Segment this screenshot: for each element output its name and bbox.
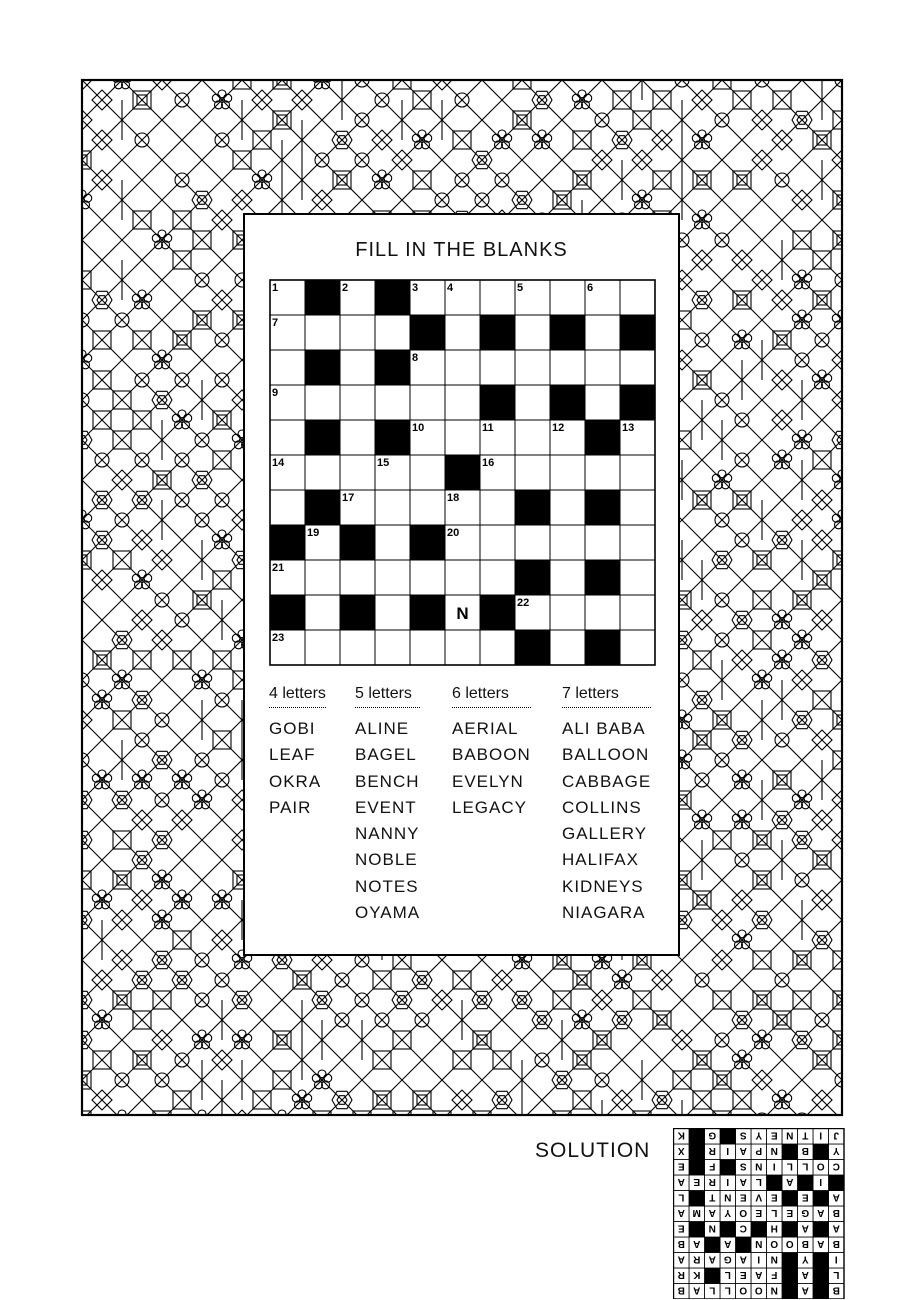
solution-letter: E	[770, 1129, 778, 1141]
grid-cell[interactable]	[620, 455, 655, 490]
solution-letter: N	[708, 1222, 716, 1234]
grid-cell-black	[340, 595, 375, 630]
solution-letter: A	[832, 1191, 840, 1203]
clue-number: 8	[412, 352, 419, 364]
solution-cell-black	[782, 1144, 798, 1160]
solution-letter: X	[677, 1145, 685, 1156]
solution-letter: O	[739, 1207, 748, 1218]
solution-letter: A	[755, 1269, 763, 1280]
solution-letter: L	[724, 1269, 731, 1280]
grid-cell[interactable]	[515, 350, 550, 385]
grid-cell[interactable]	[270, 490, 305, 525]
clue-number: 21	[272, 562, 285, 574]
word-list-7-letters	[562, 685, 651, 926]
grid-cell-black	[550, 315, 585, 350]
grid-cell[interactable]	[305, 455, 340, 490]
grid-cell[interactable]	[270, 420, 305, 455]
puzzle-panel	[243, 213, 680, 956]
solution-letter: S	[739, 1160, 747, 1172]
solution-letter: F	[771, 1269, 778, 1280]
solution-cell-black	[782, 1284, 798, 1300]
grid-cell-black	[340, 525, 375, 560]
grid-cell[interactable]	[515, 455, 550, 490]
solution-cell-black	[720, 1129, 736, 1145]
grid-cell[interactable]	[375, 560, 410, 595]
grid-cell[interactable]	[375, 315, 410, 350]
clue-number: 2	[342, 282, 349, 294]
grid-cell[interactable]	[270, 350, 305, 385]
grid-cell[interactable]	[445, 560, 480, 595]
clue-number: 1	[272, 282, 279, 294]
clue-number: 5	[517, 282, 524, 294]
solution-letter: T	[802, 1129, 809, 1141]
grid-cell-black	[480, 315, 515, 350]
clue-number: 10	[412, 422, 425, 434]
grid-cell[interactable]	[445, 630, 480, 665]
clue-number: 13	[622, 422, 635, 434]
grid-cell-black	[410, 525, 445, 560]
grid-cell[interactable]	[620, 595, 655, 630]
solution-letter: A	[724, 1238, 732, 1249]
clue-number: 18	[447, 492, 460, 504]
word-list-item: BAGEL	[355, 745, 417, 765]
clue-number: 6	[587, 282, 594, 294]
word-list-item: OKRA	[269, 771, 322, 791]
grid-cell[interactable]	[515, 525, 550, 560]
word-list-item: PAIR	[269, 797, 312, 817]
grid-cell-black	[480, 595, 515, 630]
solution-letter: E	[693, 1176, 701, 1187]
solution-cell-black	[767, 1175, 783, 1191]
solution-letter: H	[770, 1222, 778, 1234]
word-list-item: OYAMA	[355, 903, 421, 923]
grid-cell[interactable]	[550, 490, 585, 525]
solution-letter: F	[709, 1160, 716, 1172]
solution-letter: O	[816, 1160, 825, 1172]
grid-cell-black	[410, 595, 445, 630]
solution-letter: A	[677, 1207, 685, 1218]
solution-letter: E	[786, 1207, 794, 1218]
solution-letter: K	[677, 1129, 685, 1141]
grid-cell[interactable]	[550, 630, 585, 665]
grid-cell-black	[410, 315, 445, 350]
word-list-item: COLLINS	[562, 797, 642, 817]
grid-cell[interactable]	[480, 280, 515, 315]
solution-letter: K	[693, 1269, 701, 1280]
solution-letter: L	[724, 1284, 731, 1296]
solution-letter: Y	[832, 1145, 840, 1156]
word-list-heading: 6 letters	[452, 685, 531, 708]
solution-letter: R	[693, 1253, 701, 1265]
solution-cell-black	[705, 1237, 721, 1253]
solution-letter: B	[677, 1238, 685, 1249]
solution-letter: C	[739, 1222, 747, 1234]
grid-cell-black	[375, 350, 410, 385]
solution-letter: Y	[755, 1129, 763, 1141]
clue-number: 17	[342, 492, 355, 504]
solution-letter: E	[770, 1191, 778, 1203]
grid-cell[interactable]	[515, 385, 550, 420]
solution-letter: I	[757, 1253, 761, 1265]
solution-letter: J	[833, 1129, 840, 1141]
solution-cell-black	[813, 1191, 829, 1207]
grid-cell[interactable]	[585, 525, 620, 560]
grid-cell[interactable]	[305, 630, 340, 665]
solution-cell-black	[689, 1160, 705, 1176]
solution-letter: B	[832, 1207, 840, 1218]
puzzle-title: FILL IN THE BLANKS	[355, 239, 568, 261]
solution-letter: A	[739, 1176, 747, 1187]
grid-cell-black	[585, 490, 620, 525]
solution-letter: L	[771, 1207, 778, 1218]
solution-grid	[673, 1128, 845, 1299]
clue-number: 3	[412, 282, 419, 294]
solution-cell-black	[705, 1268, 721, 1284]
grid-cell[interactable]	[305, 595, 340, 630]
grid-cell[interactable]	[620, 280, 655, 315]
grid-cell-black	[620, 385, 655, 420]
clue-number: 19	[307, 527, 320, 539]
solution-letter: L	[833, 1269, 840, 1280]
grid-cell[interactable]	[340, 630, 375, 665]
solution-letter: A	[739, 1253, 747, 1265]
solution-letter: T	[709, 1191, 716, 1203]
word-list-item: NIAGARA	[562, 903, 646, 923]
grid-cell[interactable]	[585, 315, 620, 350]
word-list-5-letters	[355, 685, 420, 926]
grid-cell[interactable]	[620, 525, 655, 560]
word-list-item: BABOON	[452, 745, 531, 765]
solution-letter: B	[801, 1145, 809, 1156]
solution-cell-black	[689, 1191, 705, 1207]
grid-cell-black	[515, 490, 550, 525]
solution-letter: G	[723, 1253, 732, 1265]
word-list-item: LEGACY	[452, 797, 527, 817]
solution-cell-black	[813, 1268, 829, 1284]
solution-letter: A	[739, 1145, 747, 1156]
clue-number: 23	[272, 632, 285, 644]
solution-letter: E	[677, 1160, 685, 1172]
grid-cell-black	[585, 630, 620, 665]
solution-cell-black	[736, 1237, 752, 1253]
solution-letter: A	[677, 1176, 685, 1187]
solution-cell-black	[751, 1222, 767, 1238]
grid-cell[interactable]	[340, 385, 375, 420]
word-list-item: BALLOON	[562, 745, 650, 765]
solution-letter: N	[770, 1145, 778, 1156]
grid-cell[interactable]	[340, 455, 375, 490]
solution-letter: M	[692, 1207, 701, 1218]
grid-cell[interactable]	[480, 630, 515, 665]
word-list-item: LEAF	[269, 745, 316, 765]
word-list-item: CABBAGE	[562, 771, 652, 791]
grid-cell-black	[480, 385, 515, 420]
solution-cell-black	[782, 1222, 798, 1238]
solution-letter: A	[801, 1284, 809, 1296]
solution-letter: L	[802, 1160, 809, 1172]
solution-letter: Y	[724, 1207, 732, 1218]
solution-letter: E	[677, 1222, 685, 1234]
grid-cell-black	[270, 525, 305, 560]
solution-letter: A	[801, 1222, 809, 1234]
solution-cell-black	[798, 1175, 814, 1191]
solution-letter: A	[693, 1238, 701, 1249]
grid-cell[interactable]	[480, 525, 515, 560]
solution-cell-black	[689, 1222, 705, 1238]
word-list-item: GALLERY	[562, 824, 648, 844]
grid-cell[interactable]	[550, 595, 585, 630]
grid-cell[interactable]	[550, 280, 585, 315]
grid-cell[interactable]	[550, 350, 585, 385]
solution-letter: G	[708, 1129, 717, 1141]
grid-cell[interactable]	[375, 630, 410, 665]
solution-letter: L	[678, 1191, 685, 1203]
grid-cell-black	[305, 490, 340, 525]
grid-cell[interactable]	[550, 455, 585, 490]
solution-letter: E	[755, 1207, 763, 1218]
grid-cell[interactable]	[480, 350, 515, 385]
solution-cell-black	[829, 1175, 845, 1191]
grid-cell[interactable]	[550, 560, 585, 595]
solution-label: SOLUTION	[535, 1139, 651, 1162]
solution-letter: S	[739, 1129, 747, 1141]
grid-cell[interactable]	[410, 455, 445, 490]
grid-cell[interactable]	[340, 420, 375, 455]
solution-letter: O	[739, 1284, 748, 1296]
solution-letter: B	[832, 1284, 840, 1296]
grid-cell[interactable]	[305, 385, 340, 420]
solution-letter: N	[724, 1191, 732, 1203]
grid-cell[interactable]	[340, 560, 375, 595]
solution-letter: G	[801, 1207, 810, 1218]
clue-number: 20	[447, 527, 460, 539]
grid-cell-black	[375, 420, 410, 455]
grid-cell[interactable]	[445, 420, 480, 455]
grid-cell[interactable]	[340, 350, 375, 385]
solution-letter: A	[677, 1253, 685, 1265]
grid-cell[interactable]	[375, 385, 410, 420]
solution-cell-black	[720, 1222, 736, 1238]
grid-cell-black	[305, 420, 340, 455]
clue-number: 16	[482, 457, 495, 469]
solution-letter: N	[755, 1238, 763, 1249]
grid-cell[interactable]	[375, 525, 410, 560]
solution-letter: N	[770, 1253, 778, 1265]
clue-number: 22	[517, 597, 530, 609]
solution-letter: E	[801, 1191, 809, 1203]
clue-number: 7	[272, 317, 279, 329]
word-list-heading: 4 letters	[269, 685, 326, 708]
word-list-item: AERIAL	[452, 719, 519, 738]
grid-cell[interactable]	[305, 315, 340, 350]
solution-letter: A	[817, 1207, 825, 1218]
grid-cell-black	[270, 595, 305, 630]
grid-cell-black	[585, 560, 620, 595]
grid-cell[interactable]	[620, 630, 655, 665]
grid-cell-black	[305, 280, 340, 315]
solution-letter: V	[755, 1191, 763, 1203]
solution-letter: C	[832, 1160, 840, 1172]
word-list-heading: 5 letters	[355, 685, 420, 708]
grid-cell[interactable]	[410, 385, 445, 420]
solution-cell-black	[813, 1222, 829, 1238]
grid-cell-black	[305, 350, 340, 385]
grid-cell[interactable]	[585, 350, 620, 385]
solution-letter: A	[832, 1222, 840, 1234]
solution-letter: O	[770, 1238, 779, 1249]
solution-letter: R	[708, 1176, 716, 1187]
word-list-4-letters	[269, 685, 326, 821]
grid-cell-black	[515, 630, 550, 665]
solution-letter: A	[693, 1284, 701, 1296]
grid-cell[interactable]	[340, 315, 375, 350]
word-list-item: ALI BABA	[562, 719, 646, 738]
grid-cell[interactable]	[410, 560, 445, 595]
grid-cell[interactable]	[550, 525, 585, 560]
grid-cell[interactable]	[515, 315, 550, 350]
solution-letter: E	[739, 1191, 747, 1203]
word-list-item: BENCH	[355, 771, 420, 791]
solution-letter: Y	[801, 1253, 809, 1265]
word-list-item: NOBLE	[355, 850, 418, 870]
solution-letter: P	[755, 1145, 763, 1156]
grid-cell[interactable]	[620, 490, 655, 525]
word-list-item: EVELYN	[452, 771, 524, 791]
grid-cell[interactable]	[445, 315, 480, 350]
solution-letter: L	[709, 1284, 716, 1296]
solution-letter: I	[772, 1160, 776, 1172]
word-list-item: HALIFAX	[562, 850, 639, 870]
grid-cell[interactable]	[305, 560, 340, 595]
grid-cell[interactable]	[585, 385, 620, 420]
word-list-item: NANNY	[355, 824, 420, 844]
solution-letter: I	[726, 1145, 730, 1156]
solution-cell-black	[782, 1191, 798, 1207]
solution-letter: N	[770, 1284, 778, 1296]
grid-cell[interactable]	[445, 385, 480, 420]
grid-cell[interactable]	[410, 490, 445, 525]
clue-number: 15	[377, 457, 390, 469]
word-list-item: EVENT	[355, 797, 417, 817]
solution-letter: A	[801, 1269, 809, 1280]
grid-cell[interactable]	[620, 560, 655, 595]
solution-letter: B	[677, 1284, 685, 1296]
solution-letter: A	[786, 1176, 794, 1187]
solution-cell-black	[813, 1284, 829, 1300]
solution-cell-black	[782, 1253, 798, 1269]
word-list-item: GOBI	[269, 719, 316, 738]
solution-letter: R	[677, 1269, 685, 1280]
solution-letter: L	[786, 1160, 793, 1172]
word-list-item: ALINE	[355, 719, 410, 738]
solution-letter: A	[708, 1253, 716, 1265]
grid-cell[interactable]	[585, 455, 620, 490]
solution-letter: I	[819, 1129, 823, 1141]
solution-letter: R	[708, 1145, 716, 1156]
solution-letter: O	[754, 1284, 763, 1296]
solution-letter: N	[755, 1160, 763, 1172]
grid-cell-black	[550, 385, 585, 420]
solution-letter: B	[801, 1238, 809, 1249]
solution-letter: I	[834, 1253, 838, 1265]
solution-cell-black	[813, 1253, 829, 1269]
crossword-grid	[269, 279, 658, 668]
grid-cell-black	[375, 280, 410, 315]
clue-number: 14	[272, 457, 285, 469]
grid-cell[interactable]	[480, 560, 515, 595]
clue-number: 9	[272, 387, 279, 399]
solution-cell-black	[813, 1144, 829, 1160]
solution-cell-black	[720, 1160, 736, 1176]
grid-cell[interactable]	[375, 490, 410, 525]
word-list-6-letters	[452, 685, 531, 821]
solution-letter: E	[739, 1269, 747, 1280]
solution-cell-black	[689, 1144, 705, 1160]
solution-letter: I	[819, 1176, 823, 1187]
solution-letter: N	[786, 1129, 794, 1141]
word-list-item: NOTES	[355, 876, 419, 896]
solution-letter: O	[785, 1238, 794, 1249]
solution-cell-black	[782, 1268, 798, 1284]
solution-letter: A	[817, 1238, 825, 1249]
word-list-item: KIDNEYS	[562, 876, 644, 896]
clue-number: 11	[482, 422, 494, 434]
solution-letter: I	[726, 1176, 730, 1187]
grid-cell[interactable]	[410, 630, 445, 665]
word-list-heading: 7 letters	[562, 685, 651, 708]
solution-cell-black	[689, 1129, 705, 1145]
solution-letter: B	[832, 1238, 840, 1249]
given-letter: N	[456, 604, 469, 623]
grid-cell-black	[515, 560, 550, 595]
grid-cell[interactable]	[585, 595, 620, 630]
clue-number: 12	[552, 422, 565, 434]
solution-letter: L	[755, 1176, 762, 1187]
grid-cell[interactable]	[480, 490, 515, 525]
grid-cell-black	[445, 455, 480, 490]
grid-cell[interactable]	[620, 350, 655, 385]
grid-cell[interactable]	[375, 595, 410, 630]
grid-cell[interactable]	[445, 350, 480, 385]
solution-letter: A	[708, 1207, 716, 1218]
grid-cell-black	[585, 420, 620, 455]
grid-cell[interactable]	[515, 420, 550, 455]
grid-cell-black	[620, 315, 655, 350]
clue-number: 4	[447, 282, 454, 294]
